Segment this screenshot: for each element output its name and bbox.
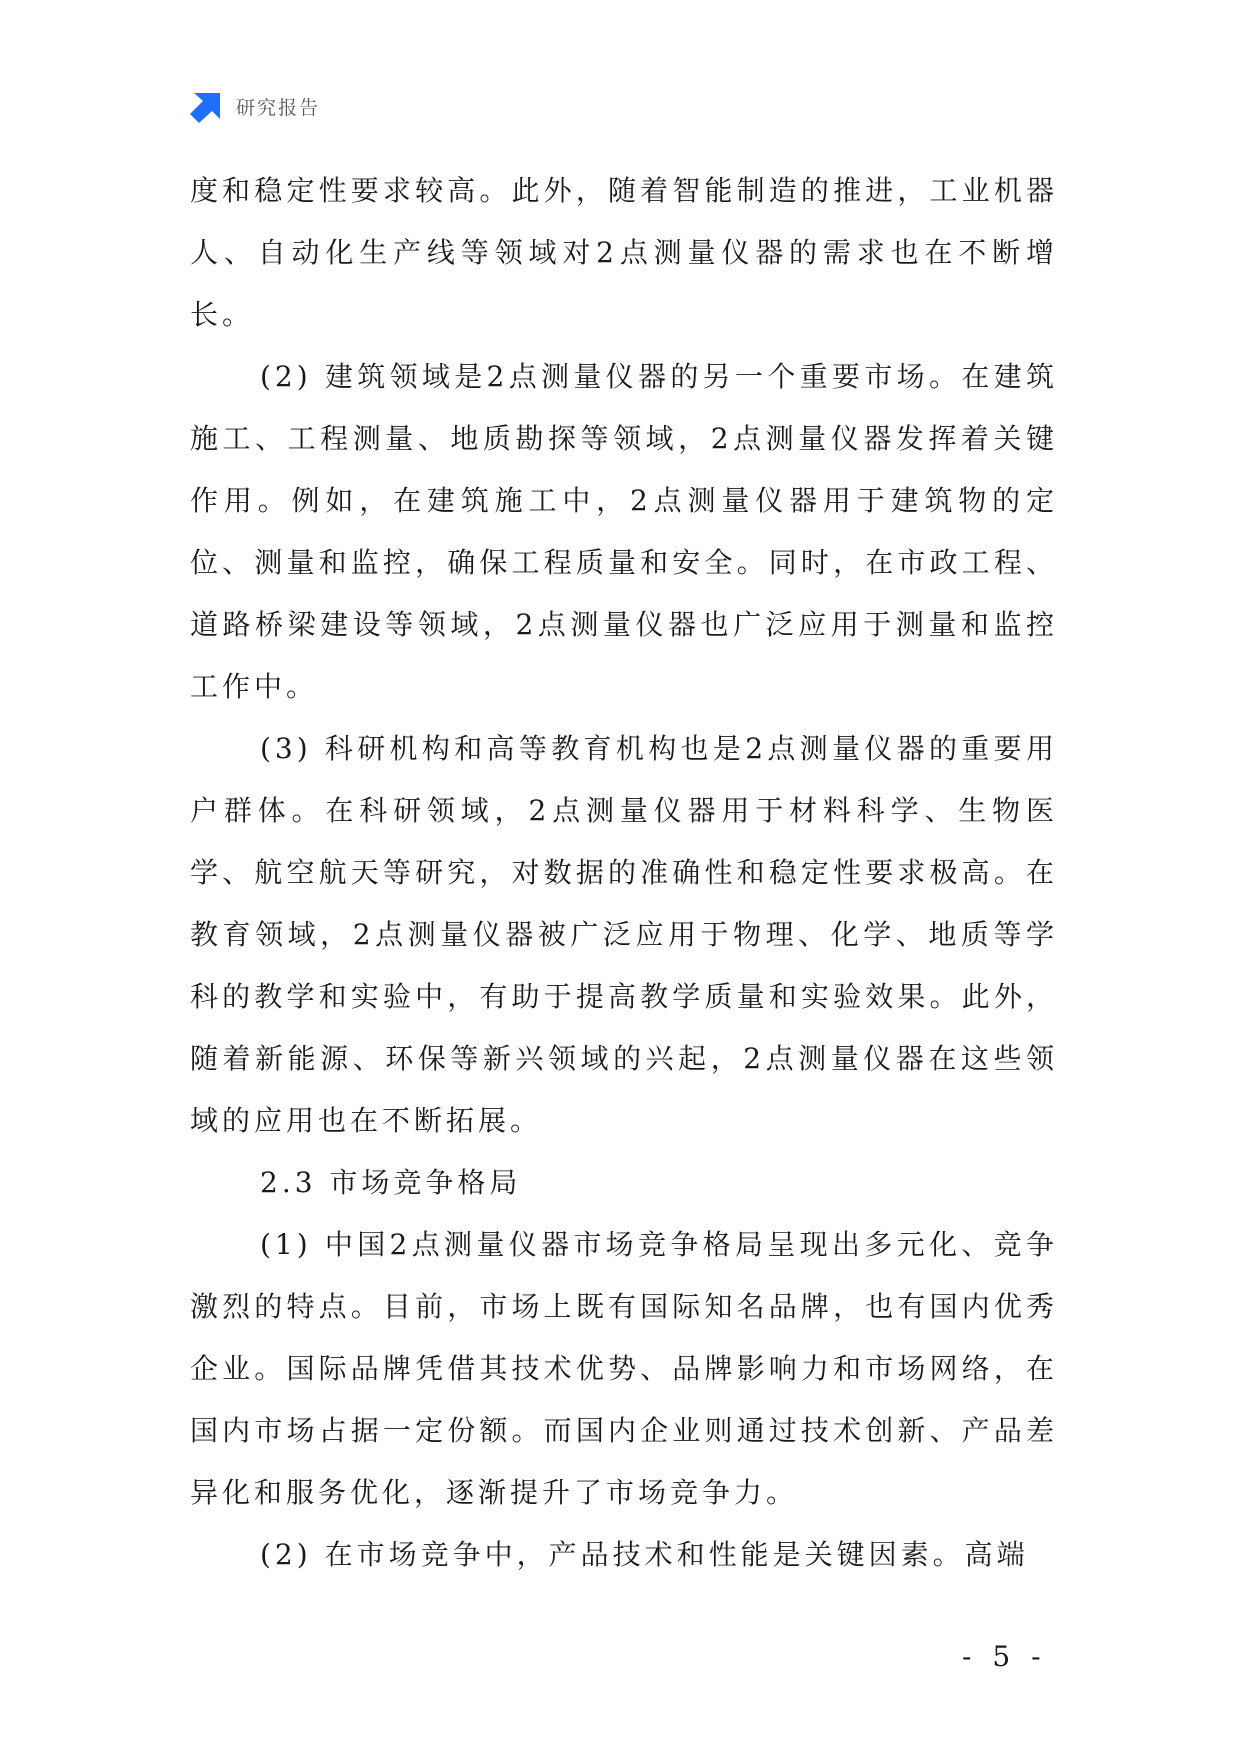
header-title: 研究报告 bbox=[236, 96, 321, 119]
document-body bbox=[190, 160, 1058, 1586]
paragraph-competition-1: (1) 中国2点测量仪器市场竞争格局呈现出多元化、竞争激烈的特点。目前，市场上既有国际知名品牌，也有国内优秀企业。国际品牌凭借其技术优势、品牌影响力和市场网络，在国内市场占据一定份额。而国内企业则通过技术创新、产品差异化和服务优化，逐渐提升了市场竞争力。 bbox=[190, 1228, 1058, 1509]
paragraph-continuation: 度和稳定性要求较高。此外，随着智能制造的推进，工业机器人、自动化生产线等领域对2点测量仪器的需求也在不断增长。 bbox=[190, 174, 1058, 331]
page-number: - 5 - bbox=[962, 1640, 1047, 1673]
paragraph-competition-2: (2) 在市场竞争中，产品技术和性能是关键因素。高端 bbox=[260, 1538, 1029, 1571]
paragraph-construction: (2) 建筑领域是2点测量仪器的另一个重要市场。在建筑施工、工程测量、地质勘探等领域，2点测量仪器发挥着关键作用。例如，在建筑施工中，2点测量仪器用于建筑物的定位、测量和监控，确保工程质量和安全。同时，在市政工程、道路桥梁建设等领域，2点测量仪器也广泛应用于测量和监控工作中。 bbox=[190, 360, 1058, 703]
report-header bbox=[190, 88, 320, 124]
arrow-up-right-icon bbox=[190, 89, 224, 123]
paragraph-research: (3) 科研机构和高等教育机构也是2点测量仪器的重要用户群体。在科研领域，2点测量仪器用于材料科学、生物医学、航空航天等研究，对数据的准确性和稳定性要求极高。在教育领域，2点测量仪器被广泛应用于物理、化学、地质等学科的教学和实验中，有助于提高教学质量和实验效果。此外，随着新能源、环保等新兴领域的兴起，2点测量仪器在这些领域的应用也在不断拓展。 bbox=[190, 732, 1058, 1137]
section-heading: 2.3 市场竞争格局 bbox=[260, 1166, 522, 1199]
